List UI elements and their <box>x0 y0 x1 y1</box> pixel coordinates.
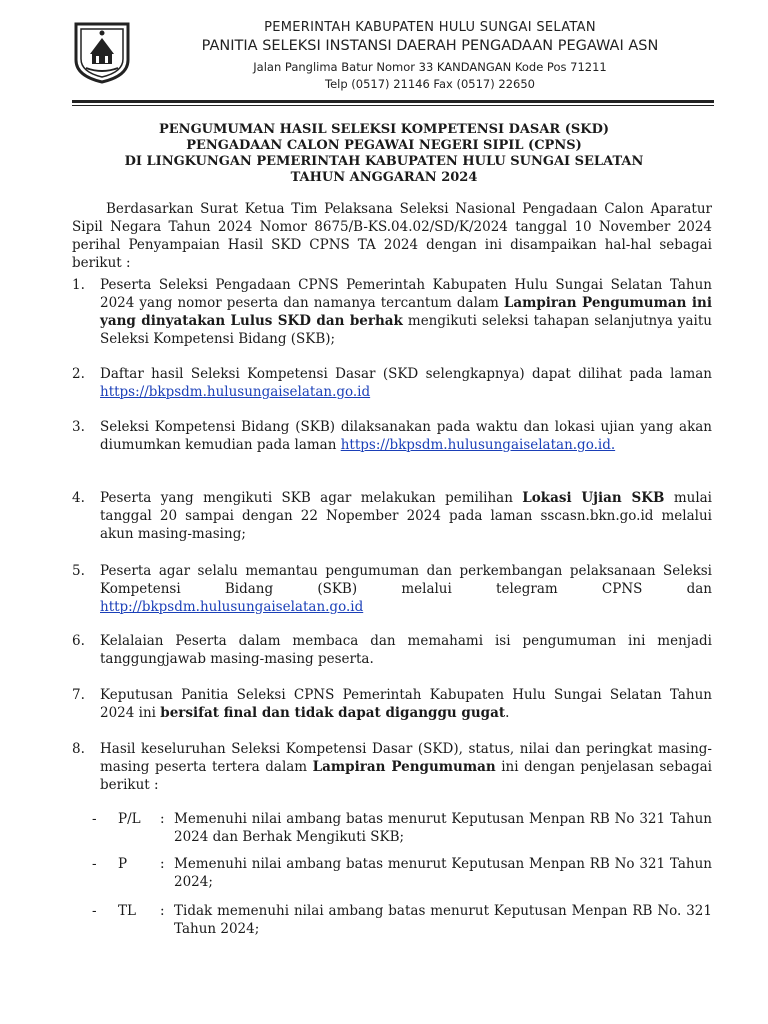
list-item <box>72 740 712 794</box>
list-item <box>72 562 712 616</box>
letterhead-phone: Telp (0517) 21146 Fax (0517) 22650 <box>325 77 535 91</box>
item-text <box>100 418 712 454</box>
regency-emblem-icon <box>72 20 132 84</box>
legend-row <box>92 855 712 891</box>
list-item <box>72 276 712 348</box>
item-number: 1. <box>72 277 85 293</box>
legend-colon: : <box>160 856 165 872</box>
intro-paragraph: Berdasarkan Surat Ketua Tim Pelaksana Seleksi Nasional Pengadaan Calon Aparatur Sipil Negara Tahun 2024 Nomor 8675/B-KS.04.02/SD/K/2024 tanggal 10 November 2024 perihal Penyampaian Hasil SKD CPNS TA 2024 dengan ini disampaikan hal-hal sebagai berikut : <box>72 201 712 271</box>
item-text <box>100 489 712 543</box>
item-text-part: mulai tanggal 20 sampai dengan 22 Nopember 2024 pada laman sscasn.bkn.go.id melalui akun masing-masing; <box>100 490 712 542</box>
item-text-part: Peserta agar selalu memantau pengumuman dan perkembangan pelaksanaan Seleksi Kompetensi Bidang (SKB) melalui telegram CPNS dan <box>100 563 712 597</box>
legend-dash: - <box>92 903 97 919</box>
item-text-part: mengikuti seleksi tahapan selanjutnya yaitu Seleksi Kompetensi Bidang (SKB); <box>100 313 712 347</box>
letterhead-committee: PANITIA SELEKSI INSTANSI DAERAH PENGADAAN PEGAWAI ASN <box>201 38 659 54</box>
item-text <box>100 740 712 794</box>
item-text-part: Kelalaian Peserta dalam membaca dan memahami isi pengumuman ini menjadi tanggungjawab masing-masing peserta. <box>100 633 712 667</box>
item-text-bold: Lampiran Pengumuman <box>312 759 496 775</box>
item-number: 4. <box>72 490 85 506</box>
legend-code: P/L <box>118 811 141 827</box>
item-text <box>100 632 712 668</box>
legend-colon: : <box>160 811 165 827</box>
legend-text: Memenuhi nilai ambang batas menurut Keputusan Menpan RB No 321 Tahun 2024; <box>174 856 712 890</box>
legend-text: Memenuhi nilai ambang batas menurut Keputusan Menpan RB No 321 Tahun 2024 dan Berhak Mengikuti SKB; <box>174 811 712 845</box>
legend-dash: - <box>92 856 97 872</box>
item-text-part: Daftar hasil Seleksi Kompetensi Dasar (SKD selengkapnya) dapat dilihat pada laman <box>100 366 712 382</box>
item-text-bold: Lampiran Pengumuman ini yang dinyatakan Lulus SKD dan berhak <box>100 295 712 329</box>
item-number: 7. <box>72 687 85 703</box>
item-text-part: Peserta Seleksi Pengadaan CPNS Pemerintah Kabupaten Hulu Sungai Selatan Tahun 2024 yang nomor peserta dan namanya tercantum dalam <box>100 277 712 311</box>
title-line-2: PENGADAAN CALON PEGAWAI NEGERI SIPIL (CPNS) <box>186 138 582 153</box>
list-item <box>72 632 712 668</box>
legend-code: TL <box>118 903 136 919</box>
title-line-3: DI LINGKUNGAN PEMERINTAH KABUPATEN HULU SUNGAI SELATAN <box>124 154 644 169</box>
letterhead <box>0 0 768 110</box>
item-text <box>100 365 712 401</box>
bkpsdm-link[interactable]: https://bkpsdm.hulusungaiselatan.go.id <box>100 384 371 400</box>
item-text <box>100 276 712 348</box>
title-line-4: TAHUN ANGGARAN 2024 <box>290 170 478 185</box>
item-text <box>100 562 712 616</box>
item-number: 2. <box>72 366 85 382</box>
item-number: 8. <box>72 741 85 757</box>
legend-row <box>92 902 712 938</box>
list-item <box>72 365 712 401</box>
letterhead-rule-thick <box>72 100 714 103</box>
item-number: 6. <box>72 633 85 649</box>
item-text-part: . <box>505 705 510 721</box>
bkpsdm-link[interactable]: https://bkpsdm.hulusungaiselatan.go.id. <box>340 437 616 453</box>
announcement-title <box>60 122 708 186</box>
legend-code: P <box>118 856 128 872</box>
letterhead-government: PEMERINTAH KABUPATEN HULU SUNGAI SELATAN <box>264 20 596 35</box>
item-number: 5. <box>72 563 85 579</box>
letterhead-rule-thin <box>72 105 714 106</box>
letterhead-address: Jalan Panglima Batur Nomor 33 KANDANGAN Kode Pos 71211 <box>253 60 607 74</box>
item-text-part: Hasil keseluruhan Seleksi Kompetensi Dasar (SKD), status, nilai dan peringkat masing-masing peserta tertera dalam <box>100 741 712 775</box>
item-text-part: Peserta yang mengikuti SKB agar melakukan pemilihan <box>100 490 523 506</box>
legend-dash: - <box>92 811 97 827</box>
item-text-part: ini dengan penjelasan sebagai berikut : <box>100 759 712 793</box>
legend-row <box>92 810 712 846</box>
legend-text: Tidak memenuhi nilai ambang batas menurut Keputusan Menpan RB No. 321 Tahun 2024; <box>174 903 712 937</box>
bkpsdm-link[interactable]: http://bkpsdm.hulusungaiselatan.go.id <box>100 599 364 615</box>
item-text-part: Keputusan Panitia Seleksi CPNS Pemerintah Kabupaten Hulu Sungai Selatan Tahun 2024 ini <box>100 687 712 721</box>
item-text <box>100 686 712 722</box>
list-item <box>72 489 712 543</box>
item-text-bold: Lokasi Ujian SKB <box>522 490 665 506</box>
list-item <box>72 686 712 722</box>
item-number: 3. <box>72 419 85 435</box>
legend-colon: : <box>160 903 165 919</box>
list-item <box>72 418 712 454</box>
item-text-bold: bersifat final dan tidak dapat diganggu gugat <box>160 705 506 721</box>
item-text-part: Seleksi Kompetensi Bidang (SKB) dilaksanakan pada waktu dan lokasi ujian yang akan diumumkan kemudian pada laman <box>100 419 712 453</box>
title-line-1: PENGUMUMAN HASIL SELEKSI KOMPETENSI DASAR (SKD) <box>159 122 609 137</box>
